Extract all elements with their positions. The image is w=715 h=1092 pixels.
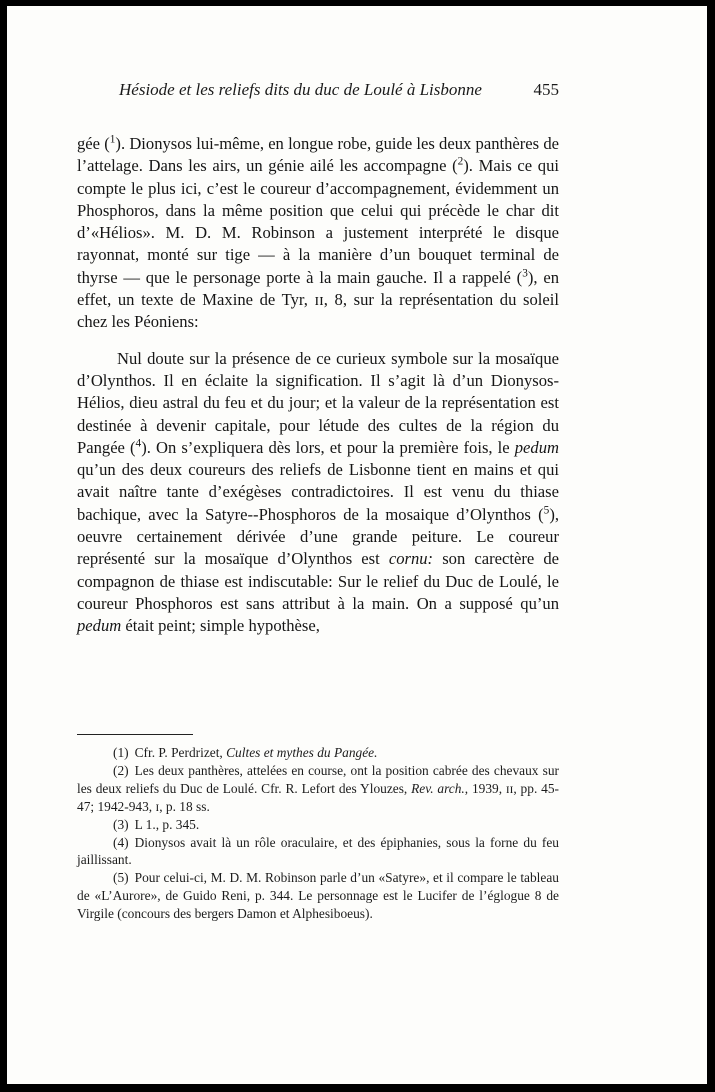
footnotes [77,744,559,923]
page-number: 455 [533,80,559,99]
italic-text: pedum [77,616,122,636]
footnote [77,816,559,834]
text-run: ). Mais ce qui compte le plus ici, c’est le coureur d’accompagnement, évidemment un Phosphoros, dans la même position que celui qui précède le char dit d’«Hélios». M. D. M. Robinson a justement interprété le disque rayonnat, monté sur tige — à la manière d’un bouquet terminal de thyrse — que le personage porte à la main gauche. Il a rappelé ( [77,156,559,287]
text-run: , 1939, ɪɪ, pp. 45-47; 1942-943, ɪ, p. 18 ss. [77,780,559,814]
footnote-ref: 4 [135,437,142,450]
running-header [119,80,559,100]
footnote-marker: (5) [113,870,129,886]
footnote-marker: (1) [113,745,129,760]
text-run: Nul doute sur la présence de ce curieux symbole sur la mosaïque d’Olynthos. Il en éclaite la signification. Il s’agit là d’un Dionysos-Hélios, dieu astral du feu et du jour; et la valeur de la représentation est destinée à devenir capitale, pour létude des cultes de la région du Pangée ( [77,348,559,457]
text-run: qu’un des deux coureurs des reliefs de Lisbonne tient en mains et qui avait naître tante d’exégèses contradictoires. Il est venu du thiase bachique, avec la Satyre--Phosphoros de la mosaique d’Olynthos ( [77,460,559,524]
text-run: gée ( [77,134,110,153]
footnote-marker: (2) [113,762,129,778]
text-run: ), oeuvre certainement dérivée d’une grande peiture. Le coureur représenté sur la mosaïque d’Olynthos est [77,504,559,569]
text-run: son carectère de compagnon de thiase est indiscutable: Sur le relief du Duc de Loulé, le coureur Phosphoros est sans attribut à la main. On a supposé qu’un [77,549,559,613]
footnote-separator [77,734,193,735]
italic-text: cornu: [388,549,434,569]
footnote [77,869,559,923]
italic-text: Cultes et mythes du Pangée. [226,745,378,760]
text-run: Dionysos avait là un rôle oraculaire, et des épiphanies, sous la forne du feu jaillissant. [77,834,559,868]
footnote-ref: 3 [522,267,528,280]
text-run: ), en effet, un texte de Maxine de Tyr, ɪɪ, 8, sur la représentation du soleil chez les Péoniens: [77,267,559,332]
footnote-marker: (3) [113,816,129,832]
footnote [77,762,559,816]
text-run: Les deux panthères, attelées en course, ont la position cabrée des chevaux sur les deux reliefs du Duc de Loulé. Cfr. R. Lefort des Ylouzes, [77,762,559,796]
text-run: était peint; simple hypothèse, [121,616,320,636]
footnote-marker: (4) [113,834,129,850]
paragraph [77,348,559,638]
paragraph [77,133,559,334]
footnote [77,744,559,762]
main-text [77,133,559,638]
book-page [7,6,707,1084]
text-run: ). Dionysos lui-même, en longue robe, guide les deux panthères de l’attelage. Dans les airs, un génie ailé les accompagne ( [77,134,559,176]
footnote-ref: 5 [543,504,550,517]
running-title: Hésiode et les reliefs dits du duc de Loulé à Lisbonne [119,80,482,99]
footnote-ref: 1 [109,133,116,146]
italic-text: pedum [514,437,559,457]
italic-text: Rev. arch. [411,780,465,796]
footnote-ref: 2 [457,155,464,168]
text-run: L 1., p. 345. [134,816,200,832]
footnote [77,834,559,870]
text-run: ). On s’expliquera dès lors, et pour la première fois, le [141,437,515,457]
text-run: Cfr. P. Perdrizet, [134,745,227,760]
text-run: Pour celui-ci, M. D. M. Robinson parle d’un «Satyre», et il compare le tableau de «L’Aurore», de Guido Reni, p. 344. Le personnage est le Lucifer de l’églogue 8 de Virgile (concours des bergers Damon et Alphesiboeus). [77,870,559,922]
